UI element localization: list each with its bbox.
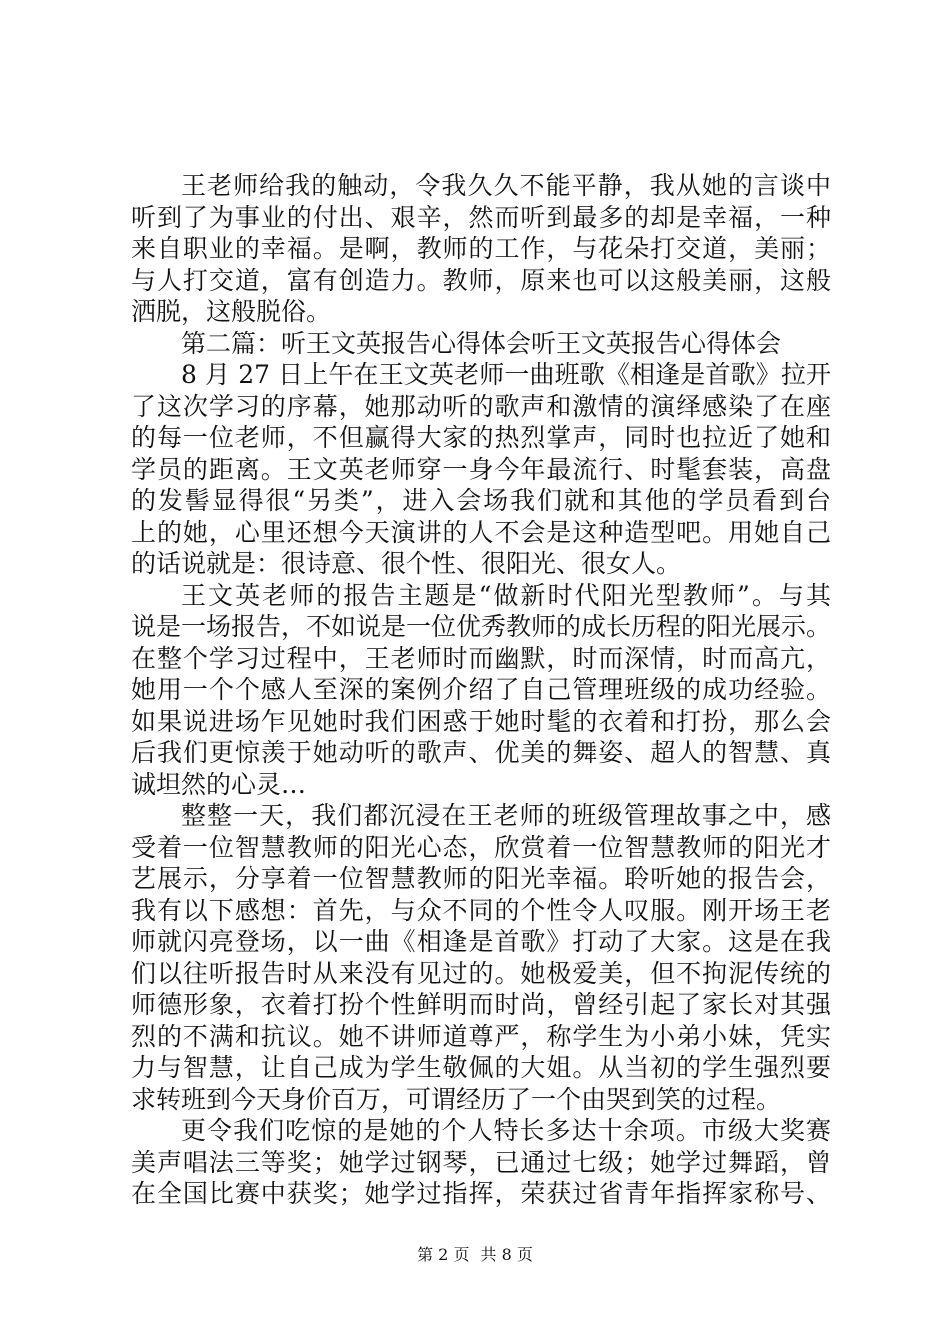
text-line: 在全国比赛中获奖；她学过指挥，荣获过省青年指挥家称号、 [131,1179,831,1208]
text-line: 她用一个个感人至深的案例介绍了自己管理班级的成功经验。 [131,675,831,704]
text-line: 烈的不满和抗议。她不讲师道尊严，称学生为小弟小妹，凭实 [131,1021,831,1051]
paragraph [131,1115,831,1210]
text-line: 后我们更惊羡于她动听的歌声、优美的舞姿、超人的智慧、真 [131,738,831,767]
text-line: 与人打交道，富有创造力。教师，原来也可以这般美丽，这般 [131,265,831,295]
text-line: 王文英老师的报告主题是“做新时代阳光型教师”。与其 [181,580,831,610]
text-line: 的发髻显得很“另类”，进入会场我们就和其他的学员看到台 [131,486,831,515]
text-line: 求转班到今天身价百万，可谓经历了一个由哭到笑的过程。 [131,1084,782,1114]
text-line: 受着一位智慧教师的阳光心态，欣赏着一位智慧教师的阳光才 [131,832,831,862]
text-line: 诚坦然的心灵… [131,769,307,799]
paragraph [131,580,831,801]
text-line: 整整一天，我们都沉浸在王老师的班级管理故事之中，感 [181,801,831,830]
text-line: 上的她，心里还想今天演讲的人不会是这种造型吧。用她自己 [131,517,831,547]
text-line: 力与智慧，让自己成为学生敬佩的大姐。从当初的学生强烈要 [131,1053,831,1082]
text-line: 更令我们吃惊的是她的个人特长多达十余项。市级大奖赛 [181,1116,831,1145]
text-line: 来自职业的幸福。是啊，教师的工作，与花朵打交道，美丽； [131,234,831,263]
text-line: 在整个学习过程中，王老师时而幽默，时而深情，时而高亢， [131,643,831,673]
text-line: 学员的距离。王文英老师穿一身今年最流行、时髦套装，高盘 [131,454,831,484]
page-footer [0,1245,950,1265]
text-line: 美声唱法三等奖；她学过钢琴，已通过七级；她学过舞蹈，曾 [131,1147,831,1177]
text-line: 们以往听报告时从来没有见过的。她极爱美，但不拘泥传统的 [131,958,831,988]
page-number: 第 2 页 [417,1245,470,1264]
text-line: 说是一场报告，不如说是一位优秀教师的成长历程的阳光展示。 [131,612,831,641]
text-line: 王老师给我的触动，令我久久不能平静，我从她的言谈中 [181,171,831,200]
paragraph [131,800,831,1115]
text-line: 第二篇：听王文英报告心得体会听王文英报告心得体会 [181,328,782,358]
text-line: 8 月 27 日上午在王文英老师一曲班歌《相逢是首歌》拉开 [181,360,831,389]
text-line: 的话说就是：很诗意、很个性、很阳光、很女人。 [131,549,682,578]
paragraph [131,170,831,328]
text-line: 艺展示，分享着一位智慧教师的阳光幸福。聆听她的报告会， [131,864,831,893]
text-line: 听到了为事业的付出、艰辛，然而听到最多的却是幸福，一种 [131,202,831,232]
page-total: 共 8 页 [480,1245,533,1264]
document-body [131,170,831,1210]
text-line: 我有以下感想：首先，与众不同的个性令人叹服。刚开场王老 [131,895,831,925]
text-line: 如果说进场乍见她时我们困惑于她时髦的衣着和打扮，那么会 [131,706,831,736]
text-line: 师就闪亮登场，以一曲《相逢是首歌》打动了大家。这是在我 [131,927,831,956]
text-line: 师德形象，衣着打扮个性鲜明而时尚，曾经引起了家长对其强 [131,990,831,1019]
paragraph [131,359,831,580]
text-line: 了这次学习的序幕，她那动听的歌声和激情的演绎感染了在座 [131,391,831,421]
paragraph [131,328,831,360]
text-line: 的每一位老师，不但赢得大家的热烈掌声，同时也拉近了她和 [131,423,831,452]
text-line: 洒脱，这般脱俗。 [131,297,332,326]
